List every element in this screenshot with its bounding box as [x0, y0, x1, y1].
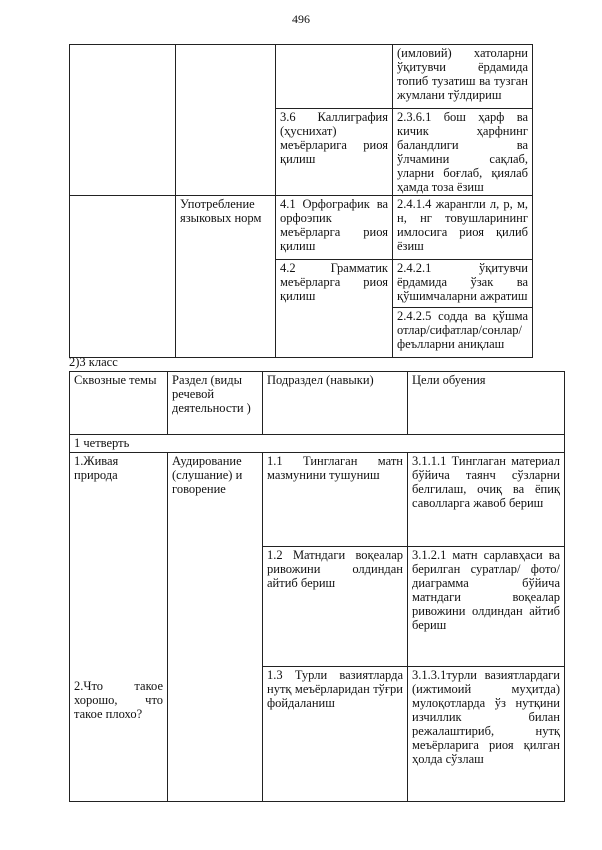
theme-1: 1.Живая природа: [74, 454, 119, 482]
table-grade2-continuation: [69, 44, 533, 358]
table-cell-section: Употребление языковых норм: [176, 196, 276, 358]
table-cell-empty: [276, 45, 393, 109]
table-cell-subsection: 1.3 Турли вазиятларда нутқ меъёрларидан тўғри фойдаланиш: [263, 667, 408, 802]
table-cell-subsection: 3.6 Каллиграфия (ҳуснихат) меъёрларига риоя қилиш: [276, 109, 393, 196]
page-number: 496: [292, 12, 310, 26]
table-header-row: [70, 372, 565, 435]
table-cell-empty: [70, 45, 176, 196]
quarter-row: [70, 435, 565, 453]
table-cell-empty: [70, 196, 176, 358]
table-cell-goal: 2.4.2.5 содда ва қўшма отлар/сифатлар/сонлар/ феълларни аниқлаш: [393, 308, 533, 358]
header-themes: Сквозные темы: [70, 372, 168, 435]
table-grade3: [69, 371, 565, 802]
header-section: Раздел (виды речевой деятельности ): [168, 372, 263, 435]
table-cell-goal: 3.1.3.1турли вазиятлардаги (ижтимоий муҳитда) мулоқотларда ўз нутқини изчиллик билан режалаштириб, нутқ меъёрларига риоя қилган ҳолда сўзлаш: [408, 667, 565, 802]
table-row: [70, 453, 565, 547]
table-cell-subsection: 4.1 Орфографик ва орфоэпик меъёрларга риоя қилиш: [276, 196, 393, 260]
table-cell-goal: (имловий) хатоларни ўқитувчи ёрдамида топиб тузатиш ва тузган жумлани тўлдириш: [393, 45, 533, 109]
quarter-label: 1 четверть: [70, 435, 565, 453]
table-cell-themes: [70, 453, 168, 802]
table-cell-goal: 2.4.2.1 ўқитувчи ёрдамида ўзак ва қўшимчаларни ажратиш: [393, 260, 533, 308]
table-cell-empty: [176, 45, 276, 196]
theme-2: 2.Что такое хорошо, что такое плохо?: [74, 679, 163, 721]
table-row: [70, 45, 533, 109]
table-cell-subsection: 4.2 Грамматик меъёрларга риоя қилиш: [276, 260, 393, 358]
table-cell-goal: 3.1.1.1 Тинглаган материал бўйича таянч сўзларни белгилаш, очиқ ва ёпиқ саволларга жавоб бериш: [408, 453, 565, 547]
header-subsection: Подраздел (навыки): [263, 372, 408, 435]
grade-label: 2)3 класс: [69, 355, 118, 369]
table-cell-goal: 2.4.1.4 жарангли л, р, м, н, нг товушларининг имлосига риоя қилиб ёзиш: [393, 196, 533, 260]
table-cell-goal: 3.1.2.1 матн сарлавҳаси ва берилган суратлар/ фото/ диаграмма бўйича матндаги воқеалар ривожини олдиндан айтиб бериш: [408, 547, 565, 667]
table-row: [70, 196, 533, 260]
header-goals: Цели обуения: [408, 372, 565, 435]
table-cell-subsection: 1.2 Матндаги воқеалар ривожини олдиндан айтиб бериш: [263, 547, 408, 667]
table-cell-goal: 2.3.6.1 бош ҳарф ва кичик ҳарфнинг баландлиги ва ўлчамини сақлаб, уларни боғлаб, қиялаб ҳамда тоза ёзиш: [393, 109, 533, 196]
table-cell-section: Аудирование (слушание) и говорение: [168, 453, 263, 802]
table-cell-subsection: 1.1 Тинглаган матн мазмунини тушуниш: [263, 453, 408, 547]
